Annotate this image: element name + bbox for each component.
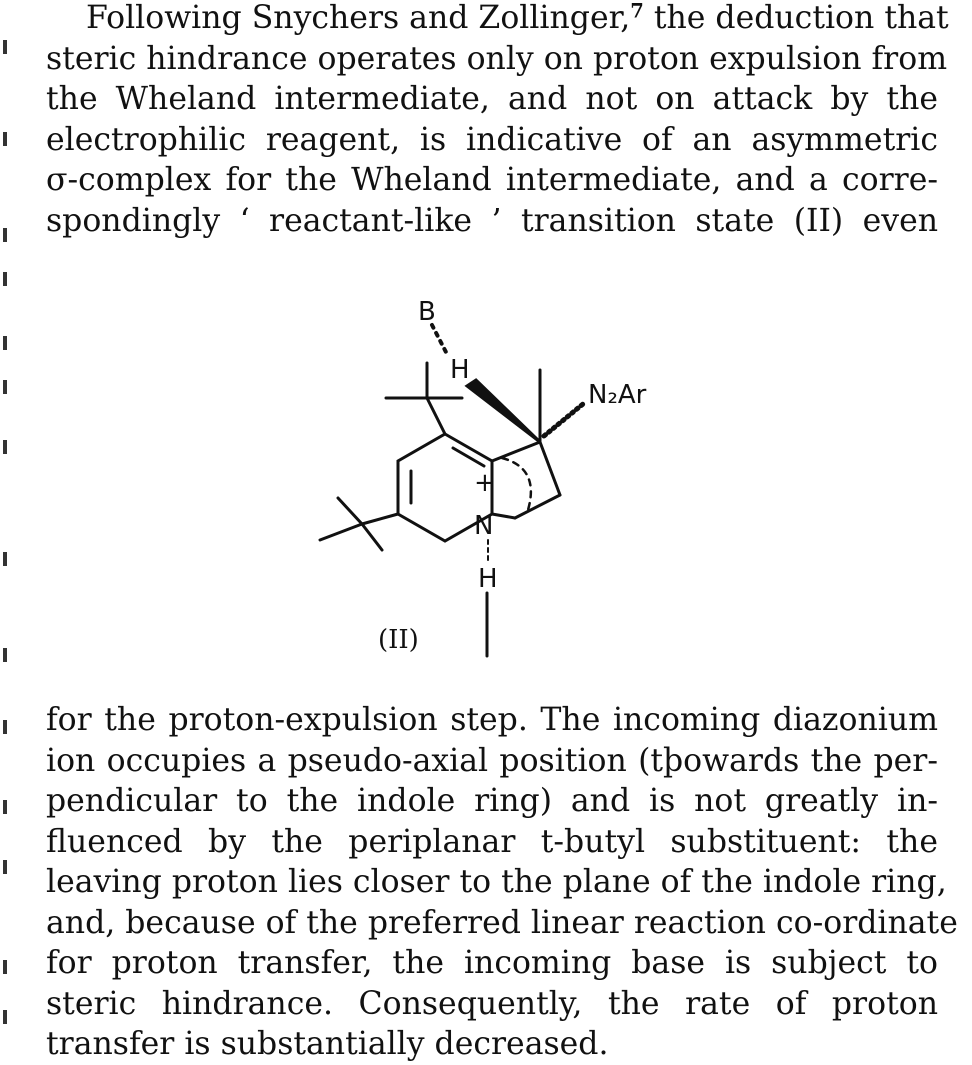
margin-mark — [3, 40, 7, 54]
margin-mark — [3, 1010, 7, 1024]
tbutyl-stem — [427, 398, 445, 434]
margin-mark — [3, 380, 7, 394]
margin-mark — [3, 860, 7, 874]
text-line: for proton transfer, the incoming base is subject to — [46, 945, 938, 981]
tbutyl-branch — [362, 524, 382, 550]
paragraph-bottom — [46, 700, 958, 1065]
hydrogen-label-bottom: H — [478, 564, 498, 594]
text-run: Following Snychers and Zollinger, — [86, 0, 631, 36]
text-line: transfer is substantially decreased. — [46, 1026, 609, 1062]
text-line: spondingly ‘ reactant-like ’ transition state (II) even — [46, 202, 938, 239]
margin-mark — [3, 960, 7, 974]
text-line: pendicular to the indole ring) and is not greatly in- — [46, 783, 938, 819]
tbutyl-branch — [338, 498, 362, 524]
citation-superscript: 7 — [630, 0, 644, 23]
text-line: leaving proton lies closer to the plane of the indole ring, — [46, 864, 947, 900]
text-line: σ-complex for the Wheland intermediate, and a corre- — [46, 162, 938, 198]
wedge-bond — [467, 380, 540, 442]
margin-mark — [3, 336, 7, 350]
text-line: ion occupies a pseudo-axial position (tþowards the per- — [46, 742, 938, 779]
text-line: fluenced by the periplanar t-butyl substituent: the — [46, 823, 938, 860]
margin-mark — [3, 648, 7, 662]
hydrogen-label-top: H — [450, 355, 470, 385]
chemical-structure-figure — [290, 288, 710, 668]
margin-mark — [3, 440, 7, 454]
ring-bond — [492, 514, 515, 518]
base-label: B — [418, 297, 436, 327]
text-line: steric hindrance operates only on proton expulsion from — [46, 40, 948, 77]
nitrogen-label: N — [474, 511, 494, 541]
ring-bond — [492, 442, 540, 461]
text-line — [46, 0, 949, 39]
margin-mark — [3, 132, 7, 146]
margin-mark — [3, 720, 7, 734]
text-line: the Wheland intermediate, and not on attack by the — [46, 81, 938, 117]
scan-margin-marks — [0, 0, 12, 1064]
margin-mark — [3, 228, 7, 242]
figure-caption: (II) — [378, 625, 419, 655]
tbutyl-stem — [362, 514, 398, 524]
text-line: and, because of the preferred linear reaction co-ordinate — [46, 904, 958, 941]
margin-mark — [3, 800, 7, 814]
margin-mark — [3, 272, 7, 286]
paragraph-top — [46, 0, 949, 241]
text-line: steric hindrance. Consequently, the rate of proton — [46, 985, 938, 1022]
aromatic-inner-bond — [453, 448, 484, 466]
delocalisation-arc — [502, 458, 531, 510]
ring-bond — [515, 495, 560, 518]
text-line: for the proton-expulsion step. The incoming diazonium — [46, 702, 938, 738]
base-hydrogen-dashed-bond — [432, 325, 448, 356]
hashed-bond — [544, 404, 583, 436]
ring-bond — [540, 442, 560, 495]
diazonium-label: N₂Ar — [588, 380, 647, 410]
text-run: the deduction that — [643, 0, 949, 36]
tbutyl-branch — [320, 524, 362, 540]
positive-charge-label: + — [474, 468, 496, 498]
structure-drawing — [290, 288, 710, 668]
text-line: electrophilic reagent, is indicative of an asymmetric — [46, 121, 938, 158]
margin-mark — [3, 552, 7, 566]
